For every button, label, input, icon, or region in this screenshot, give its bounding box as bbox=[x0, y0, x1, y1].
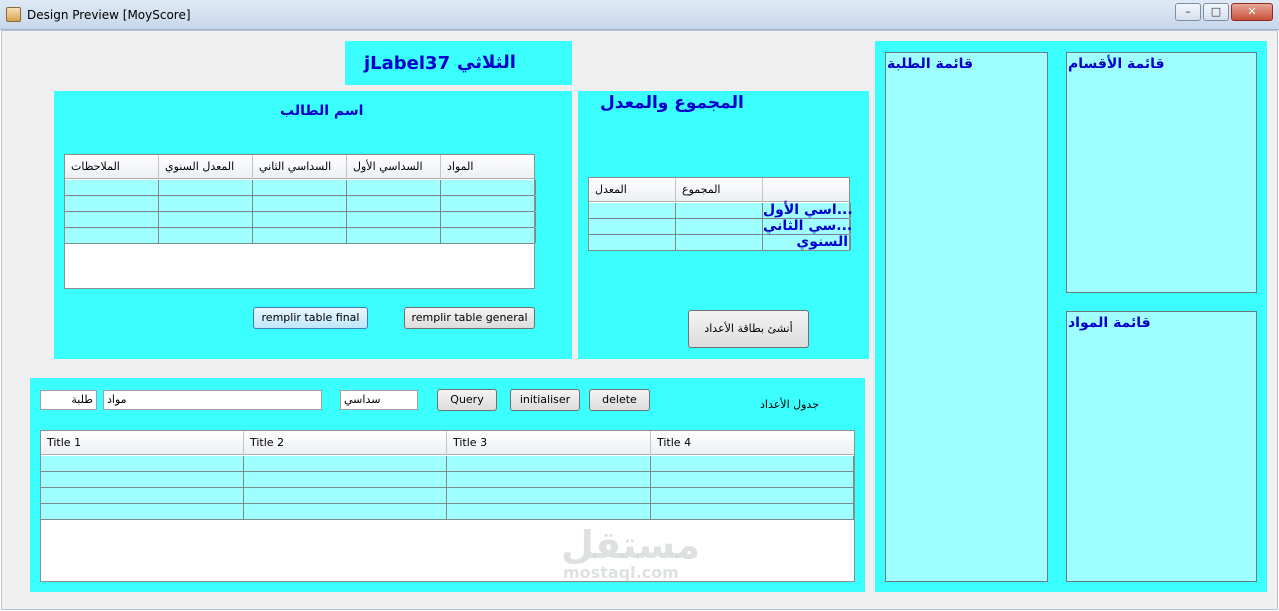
query-button[interactable]: Query bbox=[437, 389, 497, 411]
table-row[interactable] bbox=[41, 504, 854, 520]
departments-list-label: قائمة الأقسام bbox=[1068, 56, 1165, 72]
student-name-label: اسم الطالب bbox=[280, 103, 364, 119]
departments-list[interactable] bbox=[1066, 52, 1257, 293]
delete-button[interactable]: delete bbox=[589, 389, 650, 411]
maximize-button[interactable]: □ bbox=[1203, 3, 1229, 21]
totals-table[interactable] bbox=[588, 177, 853, 251]
fill-general-table-button[interactable]: remplir table general bbox=[404, 307, 535, 329]
col-header-average[interactable]: المعدل bbox=[589, 178, 676, 202]
table-row[interactable] bbox=[65, 180, 534, 196]
students-list[interactable] bbox=[885, 52, 1048, 582]
col-header-total[interactable]: المجموع bbox=[676, 178, 763, 202]
total-average-label: المجموع والمعدل bbox=[600, 93, 744, 113]
table-row[interactable] bbox=[589, 218, 853, 235]
students-field[interactable]: طلبة bbox=[40, 390, 97, 410]
query-panel bbox=[30, 378, 865, 592]
col-header-title4[interactable]: Title 4 bbox=[657, 436, 692, 449]
header-panel bbox=[345, 41, 572, 85]
col-header-title2[interactable]: Title 2 bbox=[244, 431, 447, 455]
content-pane bbox=[1, 30, 1278, 610]
minimize-button[interactable]: – bbox=[1175, 3, 1201, 21]
fill-final-table-button[interactable]: remplir table final bbox=[253, 307, 368, 329]
col-header-title3[interactable]: Title 3 bbox=[447, 431, 651, 455]
row-label-annual: السنوي bbox=[763, 235, 851, 250]
semester-field[interactable]: سداسي bbox=[340, 390, 418, 410]
table-row[interactable] bbox=[589, 235, 849, 251]
jlabel37: jLabel37 bbox=[364, 53, 451, 74]
table-row[interactable] bbox=[41, 456, 854, 472]
table-row[interactable] bbox=[589, 202, 853, 219]
java-app-icon bbox=[6, 7, 21, 22]
table-row[interactable] bbox=[65, 228, 534, 244]
students-list-label: قائمة الطلبة bbox=[887, 56, 974, 72]
grades-table-label: جدول الأعداد bbox=[760, 398, 819, 411]
table-row[interactable] bbox=[41, 488, 854, 504]
col-header-semester1[interactable]: السداسي الأول bbox=[347, 155, 441, 179]
close-button[interactable]: ✕ bbox=[1231, 3, 1273, 21]
col-header-annual-avg[interactable]: المعدل السنوي bbox=[159, 155, 253, 179]
subjects-list-label: قائمة المواد bbox=[1068, 315, 1151, 331]
table-row[interactable] bbox=[65, 212, 534, 228]
create-grade-card-button[interactable]: أنشئ بطاقة الأعداد bbox=[688, 310, 809, 348]
window-title: Design Preview [MoyScore] bbox=[27, 8, 191, 22]
lists-panel bbox=[875, 41, 1267, 592]
table-row[interactable] bbox=[65, 196, 534, 212]
row-label-semester1: اسي الأول... bbox=[763, 202, 853, 218]
col-header-semester2[interactable]: السداسي الثاني bbox=[253, 155, 347, 179]
window-titlebar[interactable] bbox=[0, 0, 1279, 30]
table-row[interactable] bbox=[41, 472, 854, 488]
student-panel bbox=[54, 91, 572, 359]
col-header-row-labels[interactable] bbox=[763, 178, 851, 202]
table-header bbox=[589, 178, 849, 202]
subjects-field[interactable]: مواد bbox=[103, 390, 322, 410]
table-header bbox=[65, 155, 534, 179]
header-arabic-label: الثلاثي bbox=[457, 52, 516, 73]
row-label-semester2: سي الثاني... bbox=[763, 218, 853, 234]
totals-panel bbox=[578, 91, 869, 359]
student-grades-table[interactable] bbox=[64, 154, 535, 289]
initialiser-button[interactable]: initialiser bbox=[510, 389, 580, 411]
subjects-list[interactable] bbox=[1066, 311, 1257, 582]
col-header-title1[interactable]: Title 1 bbox=[41, 431, 244, 455]
table-header bbox=[41, 431, 854, 455]
watermark-arabic: مستقل bbox=[561, 523, 700, 567]
col-header-subjects[interactable]: المواد bbox=[447, 160, 474, 173]
query-results-table[interactable] bbox=[40, 430, 855, 582]
watermark-latin: mostaql.com bbox=[563, 563, 679, 582]
col-header-notes[interactable]: الملاحظات bbox=[65, 155, 159, 179]
